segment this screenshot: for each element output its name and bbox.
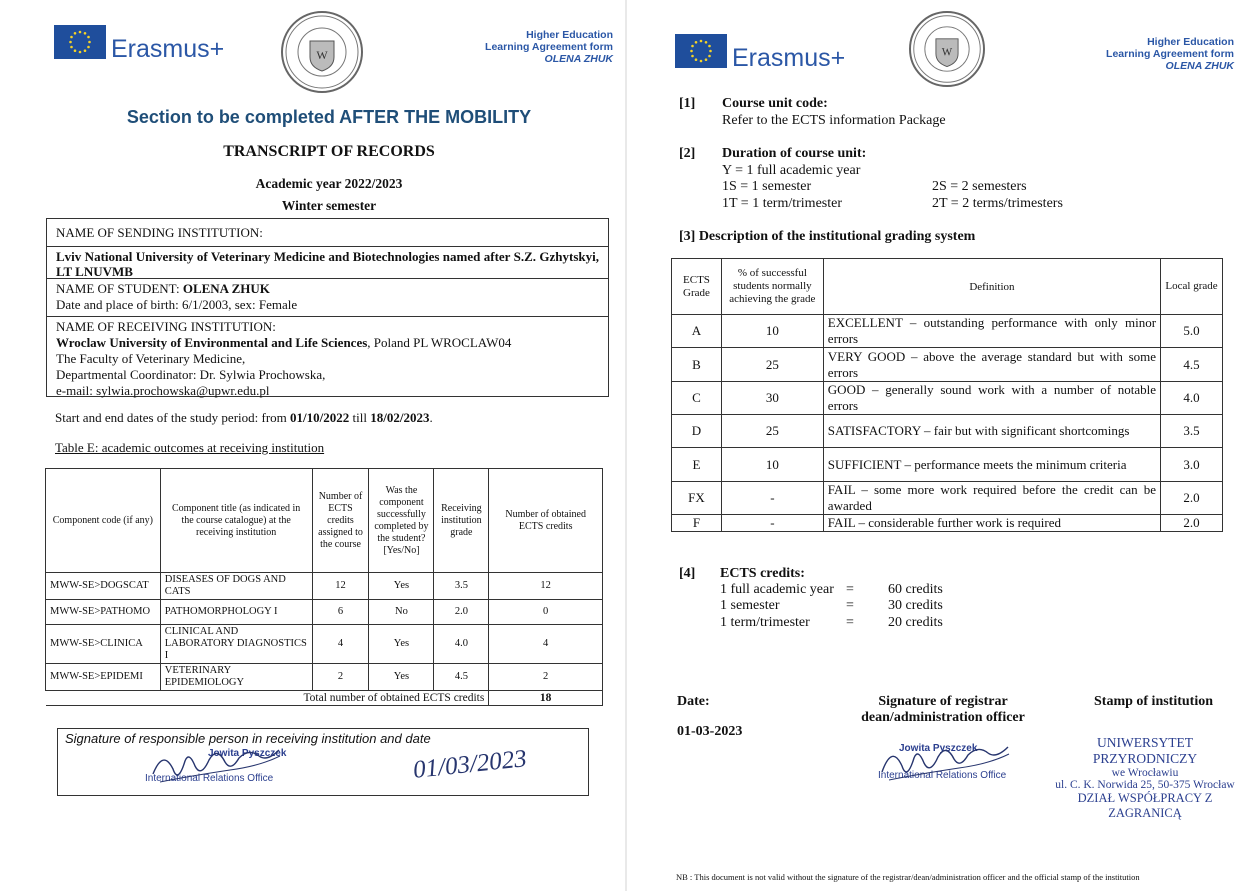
grading-percent: - xyxy=(721,482,823,515)
dates-prefix: Start and end dates of the study period: from xyxy=(55,410,291,425)
grading-row xyxy=(672,315,1223,348)
row-obtained: 0 xyxy=(489,600,603,625)
credits-semester-value: 30 credits xyxy=(888,598,943,613)
academic-year: Academic year 2022/2023 xyxy=(255,176,403,191)
receiving-name: Wroclaw University of Environmental and Life Sciences xyxy=(56,335,368,350)
note-4-number: [4] xyxy=(679,566,696,581)
grading-row xyxy=(672,348,1223,382)
grading-header-row xyxy=(672,259,1223,315)
credits-term-label: 1 term/trimester xyxy=(720,615,810,630)
grading-row xyxy=(672,415,1223,448)
stamp-name: Jowita Pyszczek xyxy=(208,748,287,759)
institution-stamp xyxy=(1045,735,1245,821)
table-row xyxy=(46,625,603,664)
duration-1t: 1T = 1 term/trimester xyxy=(722,196,842,211)
grading-table xyxy=(671,258,1223,532)
grading-definition: SUFFICIENT – performance meets the minimum criteria xyxy=(823,448,1160,482)
student-label: NAME OF STUDENT: xyxy=(56,281,180,296)
grading-header-percent: % of successful students normally achieving the grade xyxy=(721,259,823,315)
grading-ects: B xyxy=(672,348,722,382)
total-label: Total number of obtained ECTS credits xyxy=(46,691,489,706)
date-to: 18/02/2023 xyxy=(370,410,430,425)
grading-row xyxy=(672,382,1223,415)
note-1-number: [1] xyxy=(679,96,696,111)
institutions-box xyxy=(46,218,609,397)
row-ects: 6 xyxy=(312,600,369,625)
validity-note: NB : This document is not valid without the signature of the registrar/dean/administration officer and the official stamp of the institution xyxy=(676,872,1140,882)
coordinator-email: e-mail: sylwia.prochowska@upwr.edu.pl xyxy=(56,383,270,398)
handwritten-signature-icon xyxy=(877,738,1017,790)
row-code: MWW-SE>PATHOMO xyxy=(46,600,161,625)
note-3-title: [3] Description of the institutional grading system xyxy=(679,229,976,244)
credits-semester-label: 1 semester xyxy=(720,598,780,613)
row-completed: Yes xyxy=(369,573,434,600)
handwritten-signature-icon xyxy=(148,744,288,792)
receiving-block xyxy=(47,317,608,401)
row-code: MWW-SE>EPIDEMI xyxy=(46,664,161,691)
grading-definition: SATISFACTORY – fair but with significant shortcomings xyxy=(823,415,1160,448)
row-title: DISEASES OF DOGS AND CATS xyxy=(160,573,312,600)
total-value: 18 xyxy=(489,691,603,706)
header-grade: Receiving institution grade xyxy=(434,469,489,573)
header-ects: Number of ECTS credits assigned to the course xyxy=(312,469,369,573)
grading-local: 3.0 xyxy=(1161,448,1223,482)
header-right-block xyxy=(1106,36,1234,72)
stamp-office: International Relations Office xyxy=(145,773,274,784)
credits-semester-eq: = xyxy=(846,598,854,613)
grading-percent: 25 xyxy=(721,348,823,382)
row-title: PATHOMORPHOLOGY I xyxy=(160,600,312,625)
duration-1s: 1S = 1 semester xyxy=(722,179,812,194)
grading-percent: 10 xyxy=(721,448,823,482)
signature-label-line-1: Signature of registrar xyxy=(878,694,1008,709)
table-row xyxy=(46,573,603,600)
grading-local: 5.0 xyxy=(1161,315,1223,348)
grading-ects: A xyxy=(672,315,722,348)
birth-line: Date and place of birth: 6/1/2003, sex: Female xyxy=(56,297,298,312)
grading-local: 4.5 xyxy=(1161,348,1223,382)
table-row xyxy=(46,664,603,691)
signature-label xyxy=(847,694,1039,726)
grading-percent: 10 xyxy=(721,315,823,348)
eu-flag-icon xyxy=(54,25,106,59)
signature-box xyxy=(57,728,589,796)
stamp-label: Stamp of institution xyxy=(1094,694,1214,709)
header-line-1: Higher Education xyxy=(526,29,613,41)
student-block xyxy=(47,279,608,317)
grading-ects: FX xyxy=(672,482,722,515)
row-obtained: 12 xyxy=(489,573,603,600)
faculty: The Faculty of Veterinary Medicine, xyxy=(56,351,246,366)
row-grade: 4.5 xyxy=(434,664,489,691)
grading-local: 2.0 xyxy=(1161,482,1223,515)
header-student-name: OLENA ZHUK xyxy=(1165,60,1234,72)
header-student-name: OLENA ZHUK xyxy=(544,53,613,65)
row-ects: 2 xyxy=(312,664,369,691)
grading-ects: C xyxy=(672,382,722,415)
outcomes-table xyxy=(45,468,603,706)
dates-mid: till xyxy=(349,410,371,425)
erasmus-logo-text: Erasmus+ xyxy=(111,35,225,63)
duration-2t: 2T = 2 terms/trimesters xyxy=(932,196,1063,211)
grading-local: 3.5 xyxy=(1161,415,1223,448)
transcript-title: TRANSCRIPT OF RECORDS xyxy=(223,143,435,160)
row-completed: Yes xyxy=(369,664,434,691)
header-line-2: Learning Agreement form xyxy=(1106,48,1234,60)
note-2-title: Duration of course unit: xyxy=(722,146,867,161)
receiving-label: NAME OF RECEIVING INSTITUTION: xyxy=(56,319,276,334)
sending-label: NAME OF SENDING INSTITUTION: xyxy=(47,219,608,247)
grading-local: 2.0 xyxy=(1161,515,1223,532)
note-1-title: Course unit code: xyxy=(722,96,828,111)
stamp-line-3: ul. C. K. Norwida 25, 50-375 Wrocław xyxy=(1055,779,1235,791)
date-label: Date: xyxy=(677,694,710,709)
grading-row xyxy=(672,515,1223,532)
university-seal-icon xyxy=(281,11,363,93)
row-grade: 3.5 xyxy=(434,573,489,600)
grading-definition: GOOD – generally sound work with a number of notable errors xyxy=(823,382,1160,415)
table-row xyxy=(46,600,603,625)
header-line-2: Learning Agreement form xyxy=(485,41,613,53)
credits-year-eq: = xyxy=(846,582,854,597)
dates-end: . xyxy=(429,410,433,425)
header-code: Component code (if any) xyxy=(46,469,161,573)
grading-definition: EXCELLENT – outstanding performance with only minor errors xyxy=(823,315,1160,348)
semester: Winter semester xyxy=(281,198,377,213)
date-value: 01-03-2023 xyxy=(677,724,743,739)
study-period xyxy=(55,410,433,426)
section-title: Section to be completed AFTER THE MOBILITY xyxy=(126,107,532,127)
duration-year: Y = 1 full academic year xyxy=(722,163,861,178)
grading-definition: VERY GOOD – above the average standard but with some errors xyxy=(823,348,1160,382)
signature-label-line-2: dean/administration officer xyxy=(861,710,1025,725)
stamp-line-2: we Wrocławiu xyxy=(1111,767,1179,779)
grading-header-local: Local grade xyxy=(1161,259,1223,315)
row-completed: Yes xyxy=(369,625,434,664)
erasmus-logo-text: Erasmus+ xyxy=(732,44,846,72)
stamp-name: Jowita Pyszczek xyxy=(899,743,978,754)
row-obtained: 4 xyxy=(489,625,603,664)
right-page xyxy=(627,0,1258,891)
eu-flag-icon xyxy=(675,34,727,68)
date-from: 01/10/2022 xyxy=(290,410,350,425)
svg-text:W: W xyxy=(941,46,953,59)
table-caption: Table E: academic outcomes at receiving institution xyxy=(55,440,325,455)
grading-ects: E xyxy=(672,448,722,482)
header-right-block xyxy=(485,29,613,65)
svg-text:W: W xyxy=(316,48,328,62)
left-page xyxy=(0,0,625,891)
grading-ects: D xyxy=(672,415,722,448)
outcomes-header-row xyxy=(46,469,603,573)
note-2-number: [2] xyxy=(679,146,696,161)
row-ects: 4 xyxy=(312,625,369,664)
credits-term-value: 20 credits xyxy=(888,615,943,630)
note-4-title: ECTS credits: xyxy=(720,566,805,581)
signature-caption: Signature of responsible person in receiving institution and date xyxy=(65,731,431,746)
row-ects: 12 xyxy=(312,573,369,600)
grading-definition: FAIL – considerable further work is required xyxy=(823,515,1160,532)
note-1-text: Refer to the ECTS information Package xyxy=(722,113,946,128)
grading-percent: 30 xyxy=(721,382,823,415)
grading-ects: F xyxy=(672,515,722,532)
row-code: MWW-SE>CLINICA xyxy=(46,625,161,664)
credits-year-value: 60 credits xyxy=(888,582,943,597)
stamp-office: International Relations Office xyxy=(878,770,1007,781)
row-grade: 2.0 xyxy=(434,600,489,625)
row-completed: No xyxy=(369,600,434,625)
coordinator: Departmental Coordinator: Dr. Sylwia Prochowska, xyxy=(56,367,326,382)
receiving-suffix: , Poland PL WROCLAW04 xyxy=(367,335,512,350)
row-title: VETERINARY EPIDEMIOLOGY xyxy=(160,664,312,691)
credits-year-label: 1 full academic year xyxy=(720,582,834,597)
duration-2s: 2S = 2 semesters xyxy=(932,179,1027,194)
student-name: OLENA ZHUK xyxy=(182,281,270,296)
grading-percent: - xyxy=(721,515,823,532)
university-seal-icon xyxy=(909,11,985,87)
grading-row xyxy=(672,448,1223,482)
grading-header-grade: ECTS Grade xyxy=(672,259,722,315)
grading-definition: FAIL – some more work required before the credit can be awarded xyxy=(823,482,1160,515)
header-obtained: Number of obtained ECTS credits xyxy=(489,469,603,573)
grading-percent: 25 xyxy=(721,415,823,448)
stamp-line-4: DZIAŁ WSPÓŁPRACY Z ZAGRANICĄ xyxy=(1077,791,1213,820)
grading-header-definition: Definition xyxy=(823,259,1160,315)
row-obtained: 2 xyxy=(489,664,603,691)
stamp-line-1: UNIWERSYTET PRZYRODNICZY xyxy=(1092,735,1198,766)
header-completed: Was the component successfully completed by the student? [Yes/No] xyxy=(369,469,434,573)
handwritten-date: 01/03/2023 xyxy=(411,745,528,784)
row-code: MWW-SE>DOGSCAT xyxy=(46,573,161,600)
total-row xyxy=(46,691,603,706)
header-title: Component title (as indicated in the course catalogue) at the receiving institution xyxy=(160,469,312,573)
header-line-1: Higher Education xyxy=(1147,36,1234,48)
row-grade: 4.0 xyxy=(434,625,489,664)
grading-local: 4.0 xyxy=(1161,382,1223,415)
row-title: CLINICAL AND LABORATORY DIAGNOSTICS I xyxy=(160,625,312,664)
grading-row xyxy=(672,482,1223,515)
credits-term-eq: = xyxy=(846,615,854,630)
sending-name: Lviv National University of Veterinary Medicine and Biotechnologies named after S.Z. Gzhytskyi, LT LNUVMB xyxy=(47,247,608,279)
